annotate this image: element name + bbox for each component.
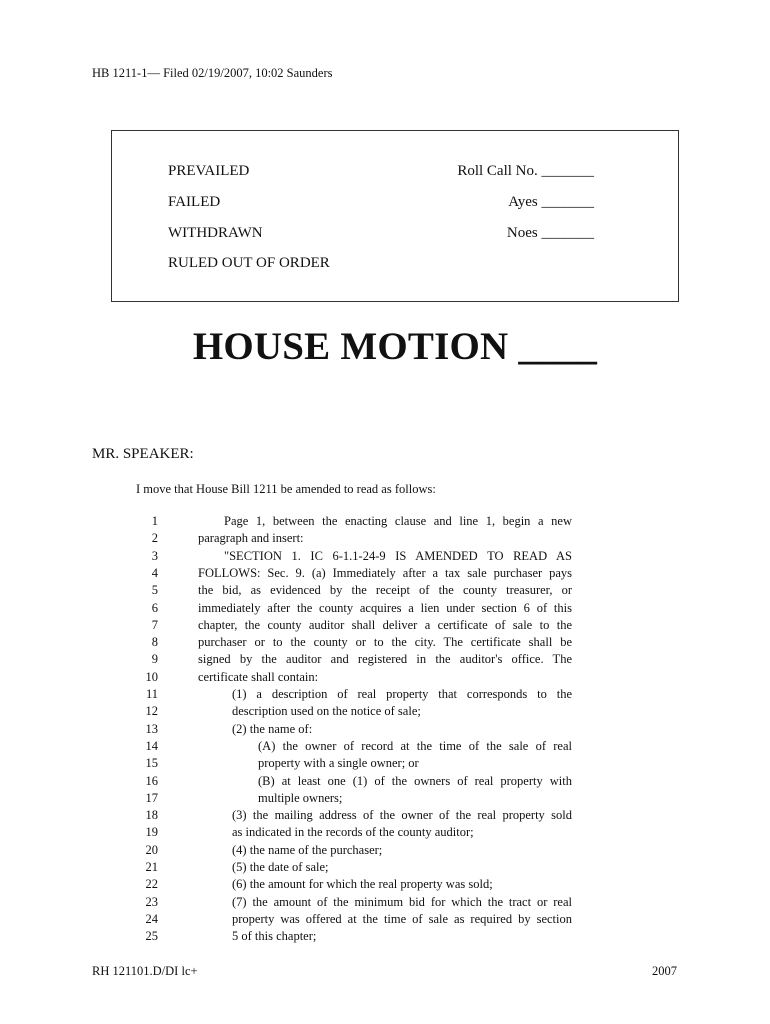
- amendment-line: (A) the owner of record at the time of the sale of real: [258, 738, 572, 753]
- line-number: 10: [145, 669, 158, 684]
- vote-status-box: [111, 130, 679, 302]
- line-number: 22: [145, 877, 158, 892]
- line-number: 25: [145, 929, 158, 944]
- noes-field: Noes _______: [506, 225, 594, 241]
- roll-call-field: Roll Call No. _______: [457, 163, 594, 179]
- line-number: 21: [145, 860, 158, 874]
- amendment-line: (3) the mailing address of the owner of the real property sold: [232, 808, 572, 823]
- line-number: 15: [145, 756, 158, 771]
- line-number: 4: [151, 565, 158, 580]
- amendment-line: certificate shall contain:: [198, 669, 319, 684]
- line-number: 11: [145, 687, 158, 701]
- amendment-line: (5) the date of sale;: [232, 860, 329, 874]
- amendment-line: chapter, the county auditor shall deliver a certificate of sale to the: [198, 617, 572, 632]
- amendment-line: (7) the amount of the minimum bid for which the tract or real: [232, 894, 572, 909]
- line-number: 12: [145, 704, 158, 719]
- amendment-line: "SECTION 1. IC 6-1.1-24-9 IS AMENDED TO READ AS: [224, 548, 572, 563]
- line-number: 1: [151, 514, 158, 528]
- amendment-line: description used on the notice of sale;: [232, 704, 421, 719]
- amendment-line: property with a single owner; or: [258, 756, 419, 771]
- amendment-line: (2) the name of:: [232, 721, 313, 736]
- amendment-line: 5 of this chapter;: [232, 929, 317, 944]
- prevailed-label: PREVAILED: [168, 163, 250, 179]
- amendment-line: immediately after the county acquires a lien under section 6 of this: [198, 600, 572, 615]
- line-number: 17: [145, 790, 158, 805]
- failed-label: FAILED: [168, 194, 221, 210]
- line-number: 2: [151, 531, 158, 546]
- line-number: 7: [151, 617, 158, 632]
- line-number: 3: [151, 548, 158, 563]
- ayes-field: Ayes _______: [508, 194, 594, 210]
- ruled-out-label: RULED OUT OF ORDER: [168, 255, 330, 271]
- line-number: 24: [145, 911, 158, 926]
- amendment-line: property was offered at the time of sale as required by section: [232, 911, 572, 926]
- amendment-line: (4) the name of the purchaser;: [232, 842, 383, 857]
- amendment-line: purchaser or to the county or to the city. The certificate shall be: [198, 635, 572, 650]
- amendment-line: (6) the amount for which the real property was sold;: [232, 877, 493, 892]
- amendment-line: Page 1, between the enacting clause and line 1, begin a new: [224, 514, 572, 528]
- line-number: 6: [151, 600, 158, 615]
- amendment-line: the bid, as evidenced by the receipt of the county treasurer, or: [198, 583, 572, 598]
- line-number: 14: [145, 738, 158, 753]
- line-number: 18: [145, 808, 158, 823]
- amendment-line: multiple owners;: [258, 790, 343, 805]
- amendment-line: (1) a description of real property that corresponds to the: [232, 687, 572, 701]
- line-number: 8: [151, 635, 158, 650]
- amendment-line: (B) at least one (1) of the owners of real property with: [258, 773, 572, 788]
- motion-title: HOUSE MOTION ____: [192, 325, 598, 368]
- line-number: 19: [145, 825, 158, 840]
- motion-intro: I move that House Bill 1211 be amended to read as follows:: [136, 482, 436, 496]
- line-number: 20: [145, 842, 158, 857]
- line-number: 9: [151, 652, 158, 667]
- amendment-line: FOLLOWS: Sec. 9. (a) Immediately after a tax sale purchaser pays: [198, 565, 572, 580]
- line-number: 5: [151, 583, 158, 598]
- amendment-line: paragraph and insert:: [198, 531, 304, 546]
- amendment-line: as indicated in the records of the county auditor;: [232, 825, 474, 840]
- salutation: MR. SPEAKER:: [92, 446, 194, 462]
- line-number: 13: [145, 721, 158, 736]
- filing-header: HB 1211-1— Filed 02/19/2007, 10:02 Saunders: [92, 66, 333, 80]
- document-year: 2007: [652, 964, 677, 978]
- line-number: 16: [145, 773, 158, 788]
- document-code: RH 121101.D/DI lc+: [92, 964, 198, 978]
- line-number: 23: [145, 894, 158, 909]
- amendment-line: signed by the auditor and registered in the auditor's office. The: [198, 652, 572, 667]
- withdrawn-label: WITHDRAWN: [168, 225, 263, 241]
